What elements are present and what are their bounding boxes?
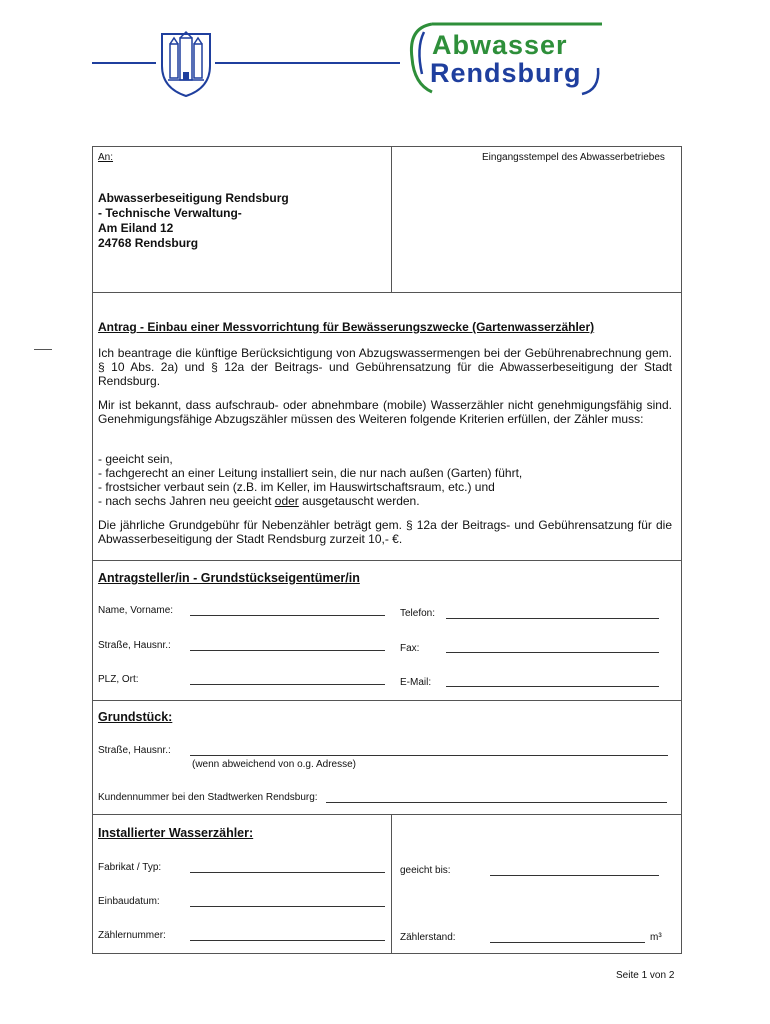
stamp-label: Eingangsstempel des Abwasserbetriebes (482, 152, 665, 163)
email-field[interactable] (446, 686, 659, 687)
property-title: Grundstück: (98, 710, 173, 724)
customer-number-label: Kundennummer bei den Stadtwerken Rendsburg: (98, 792, 318, 803)
address-line-1: Abwasserbeseitigung Rendsburg (98, 191, 289, 205)
address-line-2: - Technische Verwaltung- (98, 206, 242, 220)
meter-unit: m³ (650, 932, 662, 943)
city-coat-of-arms (158, 28, 214, 98)
make-field[interactable] (190, 872, 385, 873)
rule-meter (92, 814, 682, 815)
property-street-field[interactable] (190, 755, 668, 756)
address-line-4: 24768 Rendsburg (98, 236, 199, 250)
criteria-item-last: - nach sechs Jahren neu geeicht oder ausgetauscht werden. (98, 494, 420, 508)
install-date-label: Einbaudatum: (98, 896, 160, 907)
property-street-label: Straße, Hausnr.: (98, 745, 171, 756)
meter-divider (391, 814, 392, 954)
meter-title: Installierter Wasserzähler: (98, 826, 254, 840)
city-label: PLZ, Ort: (98, 674, 139, 685)
address-line-3: Am Eiland 12 (98, 221, 174, 235)
city-field[interactable] (190, 684, 385, 685)
install-date-field[interactable] (190, 906, 385, 907)
application-para-3: Die jährliche Grundgebühr für Nebenzähler beträgt gem. § 12a der Beitrags- und Gebührensatzung für die Abwasserbeseitigung der Stadt Rendsburg zurzeit 10,- €. (98, 518, 672, 546)
header-rule-left (92, 62, 156, 64)
criteria-list (98, 452, 672, 508)
email-label: E-Mail: (400, 677, 432, 688)
customer-number-field[interactable] (326, 802, 667, 803)
rule-applicant (92, 560, 682, 561)
criteria-item: - frostsicher verbaut sein (z.B. im Keller, im Hauswirtschaftsraum, etc.) und (98, 480, 495, 494)
criteria-item: - fachgerecht an einer Leitung installiert sein, die nur nach außen (Garten) führt, (98, 466, 523, 480)
address-divider (391, 146, 392, 292)
to-label: An: (98, 152, 114, 163)
fax-label: Fax: (400, 643, 420, 654)
name-field[interactable] (190, 615, 385, 616)
property-street-note: (wenn abweichend von o.g. Adresse) (192, 759, 356, 770)
calibrated-label: geeicht bis: (400, 865, 451, 876)
application-para-2: Mir ist bekannt, dass aufschraub- oder abnehmbare (mobile) Wasserzähler nicht genehmigungsfähig sind. Genehmigungsfähige Abzugszähler müssen des Weiteren folgende Kriterien erfüllen, der Zähler muss: (98, 398, 672, 426)
meter-number-label: Zählernummer: (98, 930, 166, 941)
address-bottom-rule (92, 292, 682, 293)
make-label: Fabrikat / Typ: (98, 862, 162, 873)
page-number: Seite 1 von 2 (616, 970, 675, 981)
phone-field[interactable] (446, 618, 659, 619)
meter-number-field[interactable] (190, 940, 385, 941)
street-label: Straße, Hausnr.: (98, 640, 171, 651)
logo-text-abwasser: Abwasser (432, 30, 568, 60)
fold-mark (34, 349, 52, 350)
applicant-title: Antragsteller/in - Grundstückseigentümer/in (98, 571, 360, 585)
header-rule-mid (215, 62, 400, 64)
application-title: Antrag - Einbau einer Messvorrichtung für Bewässerungszwecke (Gartenwasserzähler) (98, 320, 595, 334)
criteria-item: - geeicht sein, (98, 452, 173, 466)
meter-reading-label: Zählerstand: (400, 932, 456, 943)
calibrated-field[interactable] (490, 875, 659, 876)
recipient-address (98, 191, 289, 251)
logo-text-rendsburg: Rendsburg (430, 58, 582, 88)
rule-property (92, 700, 682, 701)
application-para-1: Ich beantrage die künftige Berücksichtigung von Abzugswassermengen bei der Gebührenabrechnung gem. § 10 Abs. 2a) und § 12a der Beitrags- und Gebührensatzung für die Abwasserbeseitigung der Stadt Rendsburg. (98, 346, 672, 388)
fax-field[interactable] (446, 652, 659, 653)
name-label: Name, Vorname: (98, 605, 174, 616)
street-field[interactable] (190, 650, 385, 651)
meter-reading-field[interactable] (490, 942, 645, 943)
phone-label: Telefon: (400, 608, 436, 619)
